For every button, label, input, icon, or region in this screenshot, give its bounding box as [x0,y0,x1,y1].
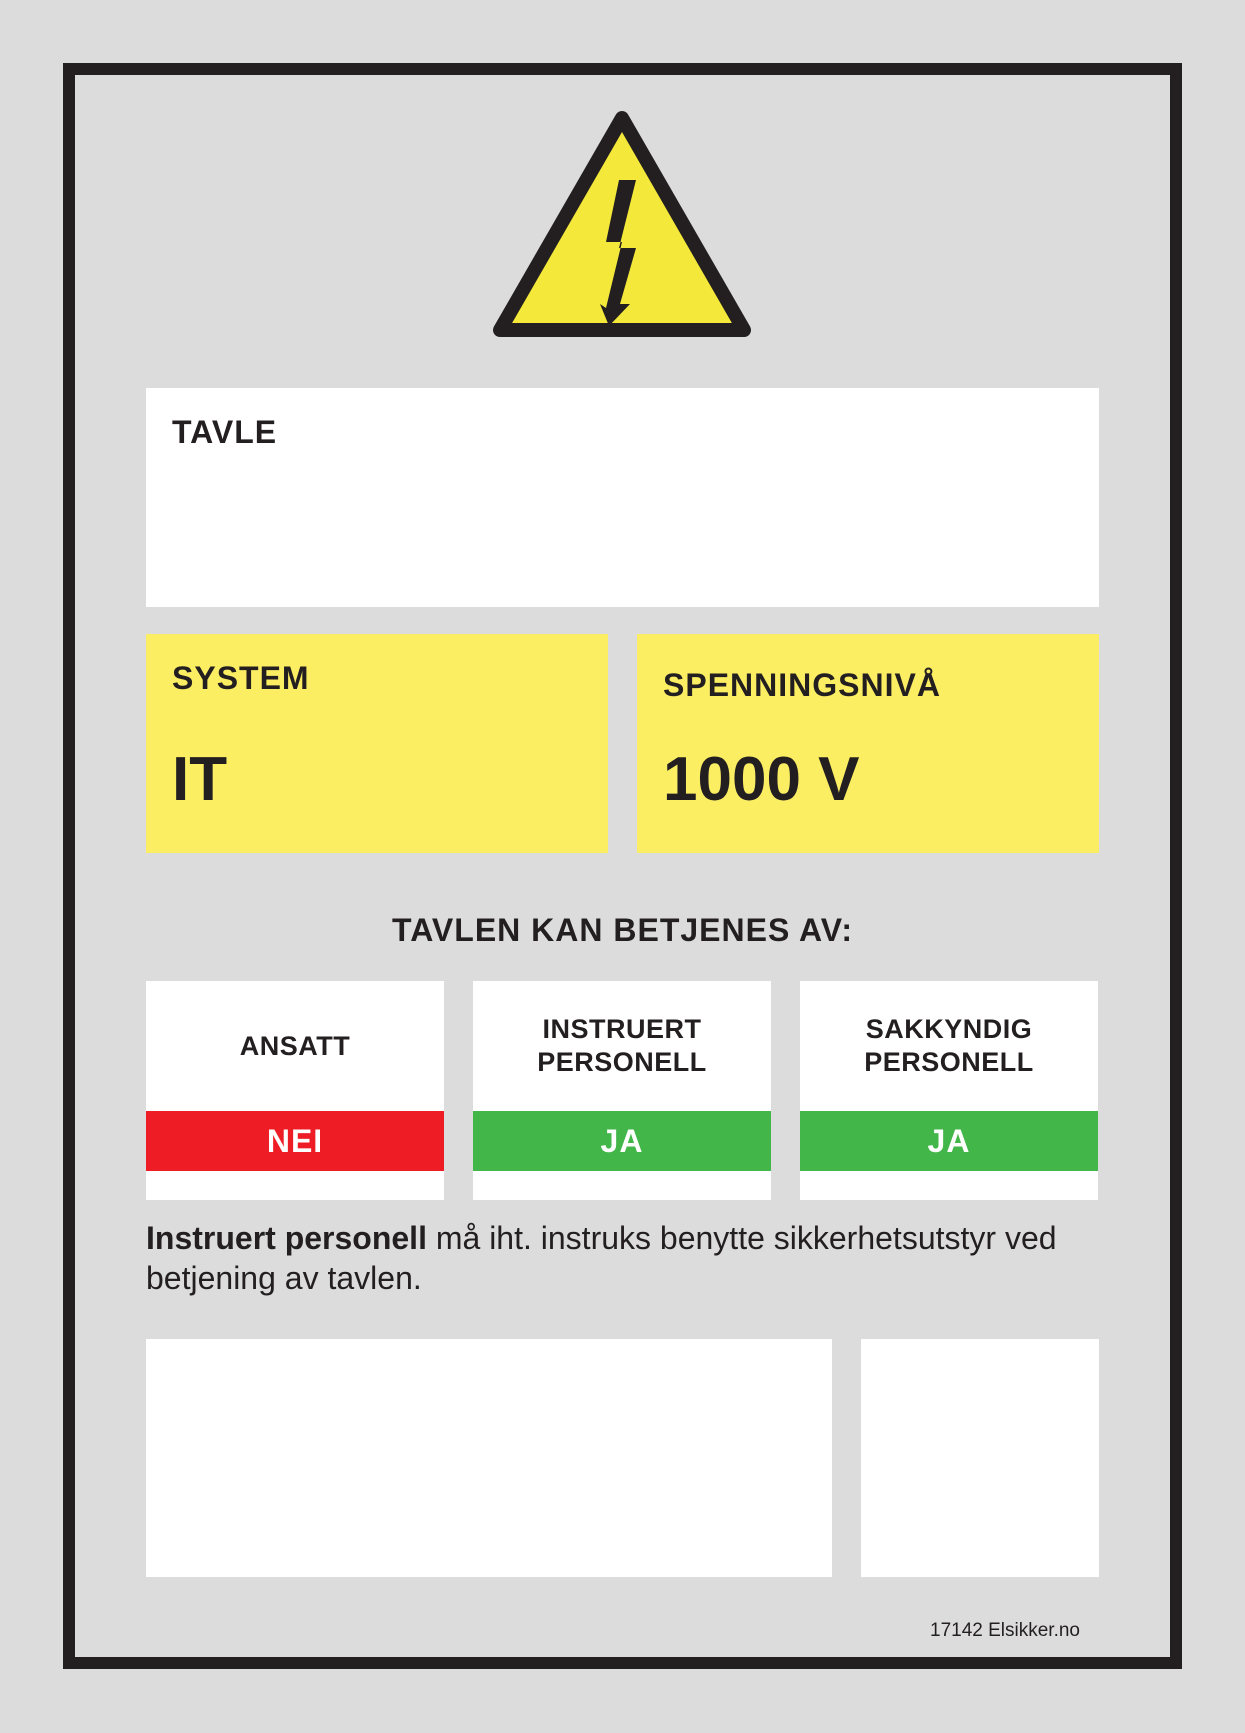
note-text: må iht. instruks benytte sikkerhetsutstyr ved betjening av tavlen. [146,1220,1057,1296]
operator-status-badge: JA [800,1111,1098,1171]
operator-status-badge: NEI [146,1111,444,1171]
system-label: SYSTEM [172,660,310,696]
operator-name: INSTRUERT PERSONELL [537,1014,707,1077]
high-voltage-warning-icon [490,108,754,342]
tavle-label: TAVLE [172,414,278,450]
operator-card-instruert [473,981,771,1200]
footer-code: 17142 Elsikker.no [930,1620,1080,1641]
instruction-note [146,1218,1106,1298]
operator-card-sakkyndig [800,981,1098,1200]
spenning-field [637,634,1099,853]
system-field [146,634,608,853]
spenning-label: SPENNINGSNIVÅ [663,667,941,703]
system-value: IT [172,745,228,814]
operator-card-ansatt [146,981,444,1200]
operator-status-badge: JA [473,1111,771,1171]
spenning-value: 1000 V [663,745,860,814]
operator-name: ANSATT [239,1030,351,1061]
tavle-field [146,388,1099,607]
blank-field-left [146,1339,832,1577]
note-bold: Instruert personell [146,1220,427,1256]
operator-name: SAKKYNDIG PERSONELL [864,1014,1034,1077]
blank-field-right [861,1339,1099,1577]
operators-heading: TAVLEN KAN BETJENES AV: [392,912,853,948]
